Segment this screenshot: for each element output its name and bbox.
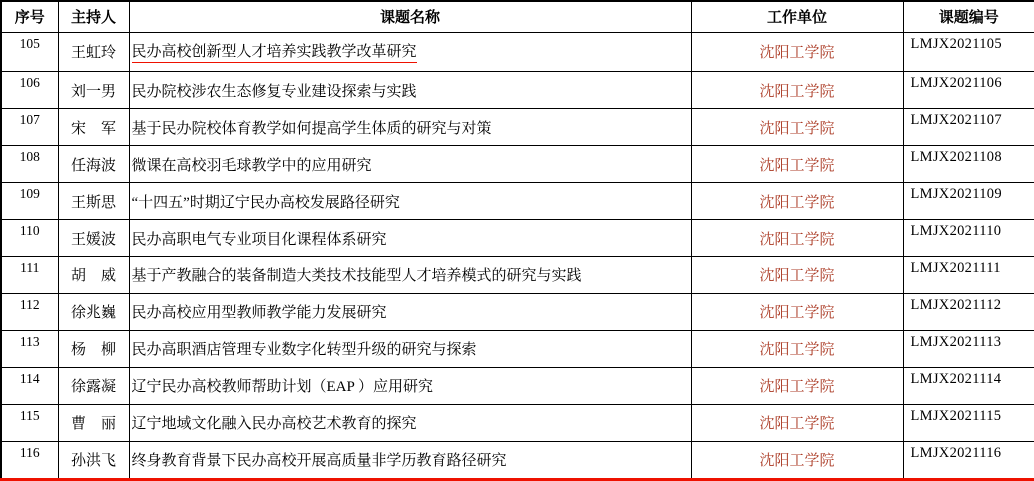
cell-topic — [129, 330, 691, 367]
cell-code: LMJX2021110 — [903, 220, 1034, 257]
cell-code: LMJX2021109 — [903, 183, 1034, 220]
cell-org: 沈阳工学院 — [691, 404, 903, 441]
table-row — [1, 109, 1034, 146]
cell-topic — [129, 32, 691, 72]
cell-org: 沈阳工学院 — [691, 72, 903, 109]
cell-host: 曹 丽 — [58, 404, 129, 441]
cell-code: LMJX2021115 — [903, 404, 1034, 441]
cell-host: 王虹玲 — [58, 32, 129, 72]
header-org: 工作单位 — [691, 1, 903, 32]
header-code: 课题编号 — [903, 1, 1034, 32]
cell-host: 徐露凝 — [58, 367, 129, 404]
cell-org: 沈阳工学院 — [691, 441, 903, 479]
cell-host: 宋 军 — [58, 109, 129, 146]
cell-topic — [129, 72, 691, 109]
cell-code: LMJX2021108 — [903, 146, 1034, 183]
topic-text: 民办高职酒店管理专业数字化转型升级的研究与探索 — [131, 342, 477, 359]
table-row — [1, 330, 1034, 367]
topic-text: 基于产教融合的装备制造大类技术技能型人才培养模式的研究与实践 — [131, 268, 582, 285]
header-serial: 序号 — [1, 1, 58, 32]
table-row — [1, 367, 1034, 404]
table-row — [1, 72, 1034, 109]
cell-org: 沈阳工学院 — [691, 183, 903, 220]
topic-text: 辽宁民办高校教师帮助计划（EAP ）应用研究 — [131, 379, 434, 396]
cell-topic — [129, 220, 691, 257]
cell-code: LMJX2021106 — [903, 72, 1034, 109]
cell-serial: 112 — [1, 293, 58, 330]
table-row — [1, 146, 1034, 183]
table-row — [1, 257, 1034, 294]
cell-code: LMJX2021112 — [903, 293, 1034, 330]
topic-text: “十四五”时期辽宁民办高校发展路径研究 — [131, 194, 400, 211]
cell-host: 王斯思 — [58, 183, 129, 220]
cell-code: LMJX2021105 — [903, 32, 1034, 72]
table-row — [1, 404, 1034, 441]
cell-org: 沈阳工学院 — [691, 109, 903, 146]
cell-serial: 115 — [1, 404, 58, 441]
cell-topic — [129, 183, 691, 220]
cell-org: 沈阳工学院 — [691, 330, 903, 367]
cell-topic — [129, 257, 691, 294]
table-body — [1, 32, 1034, 480]
topic-text: 终身教育背景下民办高校开展高质量非学历教育路径研究 — [131, 453, 507, 470]
cell-org: 沈阳工学院 — [691, 220, 903, 257]
cell-org: 沈阳工学院 — [691, 146, 903, 183]
topic-text: 辽宁地域文化融入民办高校艺术教育的探究 — [131, 416, 417, 433]
topic-text: 民办高职电气专业项目化课程体系研究 — [131, 231, 387, 248]
cell-host: 任海波 — [58, 146, 129, 183]
topic-text: 民办高校应用型教师教学能力发展研究 — [131, 305, 387, 322]
cell-host: 杨 柳 — [58, 330, 129, 367]
cell-org: 沈阳工学院 — [691, 32, 903, 72]
header-row — [1, 1, 1034, 32]
header-topic: 课题名称 — [129, 1, 691, 32]
table-row — [1, 293, 1034, 330]
topic-text: 民办院校涉农生态修复专业建设探索与实践 — [131, 83, 417, 100]
cell-host: 刘一男 — [58, 72, 129, 109]
table-row — [1, 441, 1034, 479]
cell-serial: 108 — [1, 146, 58, 183]
cell-serial: 107 — [1, 109, 58, 146]
topic-text: 基于民办院校体育教学如何提高学生体质的研究与对策 — [131, 120, 492, 137]
cell-topic — [129, 441, 691, 479]
cell-serial: 116 — [1, 441, 58, 479]
cell-serial: 109 — [1, 183, 58, 220]
cell-host: 王媛波 — [58, 220, 129, 257]
cell-serial: 106 — [1, 72, 58, 109]
cell-serial: 114 — [1, 367, 58, 404]
cell-code: LMJX2021113 — [903, 330, 1034, 367]
cell-topic — [129, 404, 691, 441]
cell-host: 胡 威 — [58, 257, 129, 294]
table-row — [1, 220, 1034, 257]
topic-text: 民办高校创新型人才培养实践教学改革研究 — [132, 40, 417, 63]
cell-org: 沈阳工学院 — [691, 293, 903, 330]
cell-topic — [129, 109, 691, 146]
cell-org: 沈阳工学院 — [691, 367, 903, 404]
cell-code: LMJX2021114 — [903, 367, 1034, 404]
topic-text: 微课在高校羽毛球教学中的应用研究 — [131, 157, 372, 174]
cell-code: LMJX2021107 — [903, 109, 1034, 146]
cell-serial: 110 — [1, 220, 58, 257]
cell-topic — [129, 146, 691, 183]
cell-serial: 113 — [1, 330, 58, 367]
cell-topic — [129, 293, 691, 330]
table-row — [1, 32, 1034, 72]
header-host: 主持人 — [58, 1, 129, 32]
cell-code: LMJX2021111 — [903, 257, 1034, 294]
cell-host: 孙洪飞 — [58, 441, 129, 479]
cell-serial: 105 — [1, 32, 58, 72]
cell-topic — [129, 367, 691, 404]
table-row — [1, 183, 1034, 220]
cell-org: 沈阳工学院 — [691, 257, 903, 294]
cell-host: 徐兆巍 — [58, 293, 129, 330]
cell-serial: 111 — [1, 257, 58, 294]
cell-code: LMJX2021116 — [903, 441, 1034, 479]
